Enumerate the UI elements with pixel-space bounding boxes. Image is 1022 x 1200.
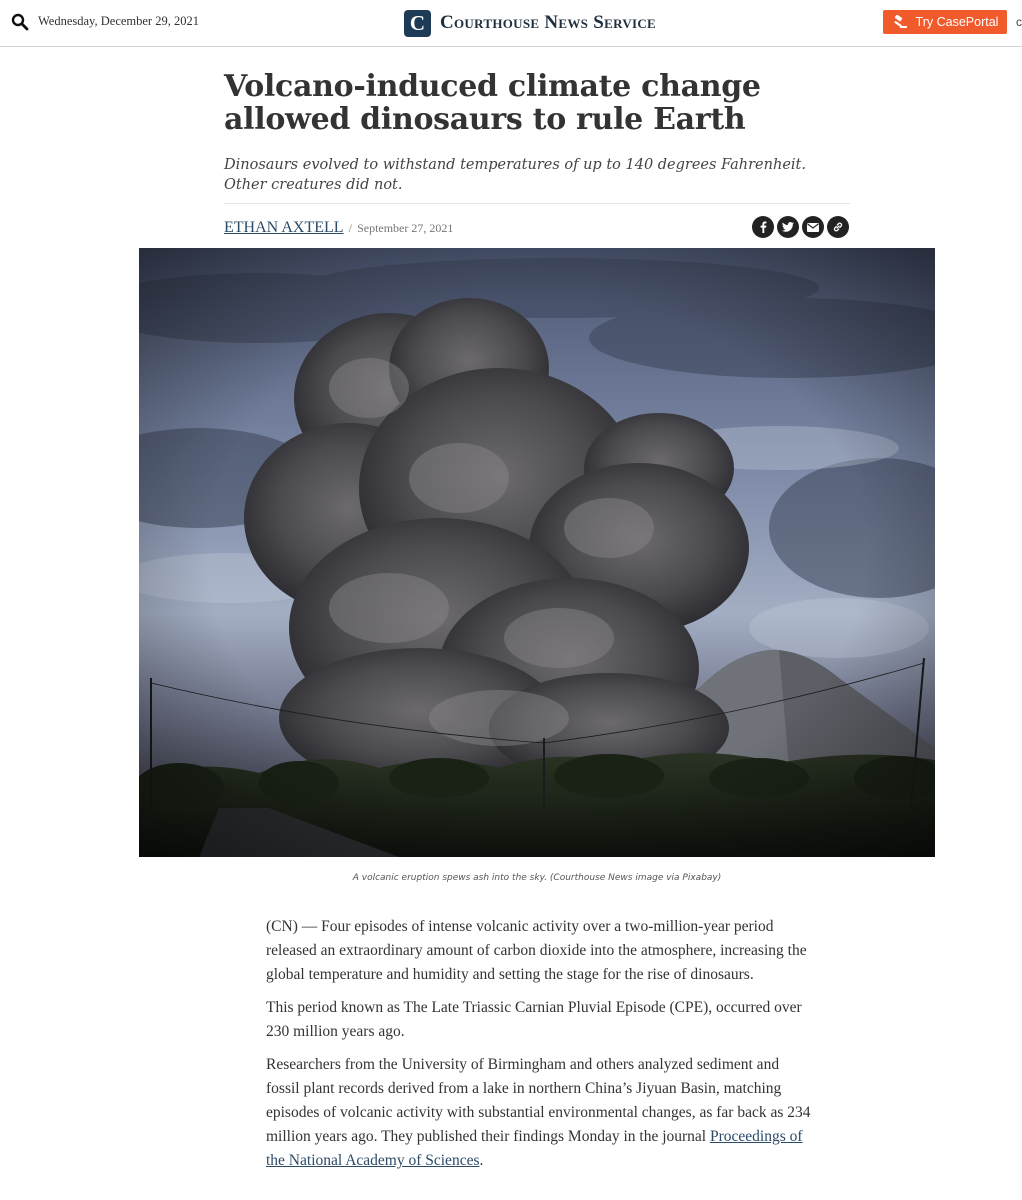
author-link[interactable]: ETHAN AXTELL xyxy=(224,219,344,236)
site-logo[interactable] xyxy=(404,9,656,37)
article-body xyxy=(266,915,811,1182)
divider xyxy=(224,203,850,204)
article-paragraph: This period known as The Late Triassic Carnian Pluvial Episode (CPE), occurred over 230 million years ago. xyxy=(266,999,802,1040)
email-icon xyxy=(807,223,819,232)
article-headline: Volcano-induced climate change allowed dinosaurs to rule Earth xyxy=(224,69,761,137)
article-paragraph: (CN) — Four episodes of intense volcanic activity over a two-million-year period released an extraordinary amount of carbon dioxide into the atmosphere, increasing the global temperature and humidity and setting the stage for the rise of dinosaurs. xyxy=(266,918,807,983)
image-caption: A volcanic eruption spews ash into the sky. (Courthouse News image via Pixabay) xyxy=(352,873,722,883)
publish-date: September 27, 2021 xyxy=(357,221,454,235)
top-bar xyxy=(0,0,1022,47)
paragraph-text: Researchers from the University of Birmingham and others analyzed sediment and fossil plant records derived from a lake in northern China’s Jiyuan Basin, matching episodes of volcanic activity with substantial environmental changes, as far back as 234 million years ago. They published their findings Monday in the journal xyxy=(266,1056,811,1145)
logo-mark: C xyxy=(404,10,431,37)
search-icon[interactable] xyxy=(11,13,29,31)
twitter-share-button[interactable] xyxy=(777,216,799,238)
link-icon xyxy=(832,221,844,233)
facebook-share-button[interactable] xyxy=(752,216,774,238)
try-caseportal-button[interactable] xyxy=(883,10,1007,34)
twitter-icon xyxy=(782,222,794,232)
current-date: Wednesday, December 29, 2021 xyxy=(38,14,199,28)
byline-separator: / xyxy=(348,221,352,235)
hero-image-volcanic-eruption xyxy=(139,248,935,857)
article-paragraph xyxy=(266,1053,811,1173)
paragraph-end: . xyxy=(479,1152,484,1169)
byline xyxy=(224,217,453,237)
site-name: Courthouse News Service xyxy=(440,12,657,33)
pnas-journal-link[interactable]: Proceedings of the National Academy of Sciences xyxy=(266,1128,803,1169)
email-share-button[interactable] xyxy=(802,216,824,238)
gavel-icon xyxy=(892,15,908,29)
article-subhead: Dinosaurs evolved to withstand temperatures of up to 140 degrees Fahrenheit. Other creatures did not. xyxy=(224,157,806,193)
cut-off-menu-item[interactable]: c xyxy=(1016,15,1022,29)
copy-link-button[interactable] xyxy=(827,216,849,238)
facebook-icon xyxy=(758,221,768,233)
caseportal-label: Try CasePortal xyxy=(915,15,999,29)
share-buttons xyxy=(752,216,852,238)
